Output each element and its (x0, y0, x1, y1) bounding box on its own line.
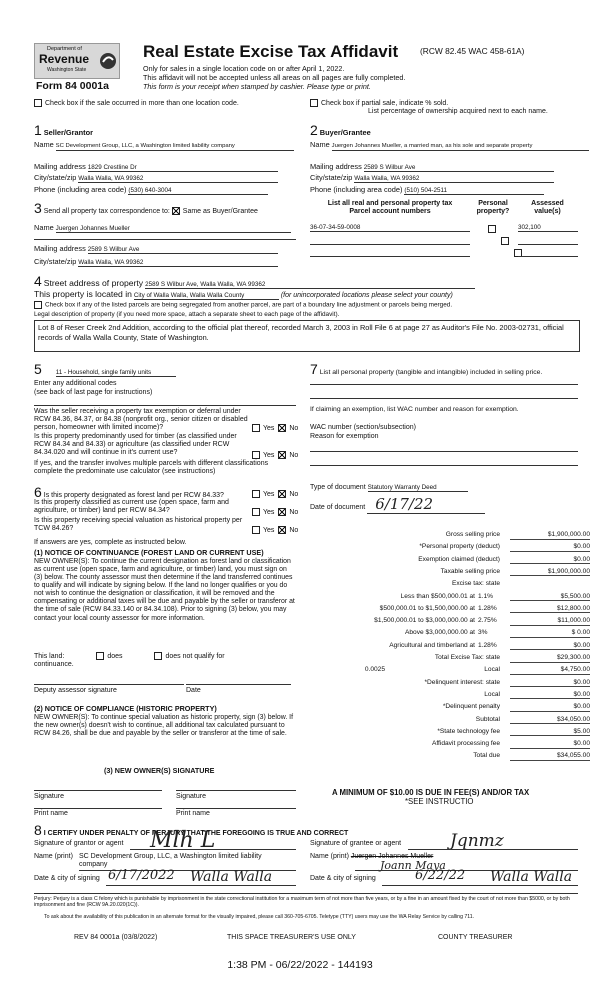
tax-value-personal[interactable]: $0.00 (510, 543, 590, 552)
located-note: (for unincorporated locations please select your county) (280, 292, 453, 299)
parcel-header-2: Parcel account numbers (349, 208, 431, 216)
buyer-phone-field[interactable]: (510) 504-2511 (404, 187, 544, 195)
owner-sig-label-2: Signature (176, 793, 206, 800)
same-as-buyer-text: Same as Buyer/Grantee (182, 208, 258, 215)
exemption-yn (252, 424, 298, 433)
predominate-use-text: If yes, and the transfer involves multiple parcels with different classifications complete the predominate use calculator (see instructions) (34, 460, 269, 476)
grantor-print-row (34, 853, 73, 861)
grantor-date-row (34, 875, 100, 883)
correspondence-row (34, 200, 258, 216)
current-use-yes-checkbox[interactable] (252, 508, 260, 516)
personal-property-checkbox-2[interactable] (501, 237, 509, 245)
located-label: This property is located in (34, 289, 132, 299)
personal-property-line-2 (310, 398, 578, 399)
timber-no-checkbox[interactable] (278, 451, 286, 459)
tax-line-proc (305, 740, 590, 751)
grantee-date-field[interactable]: 6/22/22 (415, 868, 466, 883)
buyer-city-row (310, 174, 554, 183)
corr-blank-line (34, 239, 296, 240)
tax-label-gross: Gross selling price (445, 531, 500, 538)
doc-type-row (310, 484, 468, 492)
tax-label-delinq-local: Local (484, 690, 500, 698)
tax-value-t3[interactable]: $11,000.00 (510, 617, 590, 626)
tax-line-delinq-state (305, 679, 590, 690)
forest-yes-label: Yes (263, 490, 275, 498)
located-select[interactable]: City of Walla Walla, Walla Walla County (134, 292, 279, 300)
corr-name-label: Name (34, 223, 54, 232)
exemption-claim-text: If claiming an exemption, list WAC number and reason for exemption. (310, 406, 519, 413)
deputy-sig-line (34, 684, 184, 685)
grantor-date-label: Date & city of signing (34, 875, 100, 882)
tax-value-tech[interactable]: $5.00 (510, 728, 590, 737)
tax-value-penalty[interactable]: $0.00 (510, 703, 590, 712)
this-land-label: This land: (34, 652, 65, 660)
located-row (34, 290, 453, 300)
tax-rate-t3: 2.75% (478, 617, 497, 625)
tax-label-t1: Less than $500,000.01 at (400, 592, 475, 600)
corr-name-field[interactable]: Juergen Johannes Mueller (56, 225, 291, 233)
seller-mail-label: Mailing address (34, 162, 86, 171)
buyer-mail-field[interactable]: 2589 S Wilbur Ave (364, 164, 554, 172)
historic-yn (252, 526, 298, 535)
tax-label-subtotal: Subtotal (475, 715, 500, 723)
tax-label-total-state: Total Excise Tax: state (434, 654, 500, 661)
street-field[interactable]: 2589 S Wilbur Ave, Walla Walla, WA 99362 (145, 281, 475, 289)
cashier-stamp: 1:38 PM - 06/22/2022 - 144193 (227, 959, 373, 971)
tax-value-gross[interactable]: $1,900,000.00 (510, 531, 590, 540)
partial-sale-text-2: List percentage of ownership acquired next to each name. (368, 108, 548, 115)
seller-city-label: City/state/zip (34, 173, 77, 182)
tax-label-ag: Agricultural and timberland at (389, 641, 475, 649)
forest-no-checkbox[interactable] (278, 490, 286, 498)
multi-location-row (34, 99, 239, 108)
section7-text: List all personal property (tangible and intangible) included in selling price. (319, 369, 543, 376)
tax-value-t2[interactable]: $12,800.00 (510, 605, 590, 614)
reason-line (310, 451, 578, 452)
continuance-label: continuance. (34, 661, 74, 668)
exemption-question: Was the seller receiving a property tax exemption or deferral under RCW 84.36, 84.37, or 84.38 (nonprofit org., senior citizen or disabled person, homeowner with limited income)? (34, 408, 248, 432)
tax-line-taxable (305, 568, 590, 579)
corr-mail-field[interactable]: 2589 S Wilbur Ave (88, 246, 278, 254)
buyer-section (310, 122, 371, 138)
section6-num: 6 (34, 484, 42, 500)
footer-divider (34, 893, 578, 894)
grantee-signature[interactable]: Jqnmz (450, 831, 504, 851)
corr-mail-label: Mailing address (34, 244, 86, 253)
dept-line2: Revenue (39, 52, 90, 66)
perjury-text: Perjury: Perjury is a class C felony which is punishable by imprisonment in the state correctional institution for a maximum term of not more than five years, or by a fine in an amount fixed by the court of not more than $5000, or by both imprisonment and fine (RCW 9A.20.020(1C)). (34, 896, 570, 909)
tax-label-excise-state: Excise tax: state (451, 580, 500, 588)
forest-yes-checkbox[interactable] (252, 490, 260, 498)
parcel-number-field[interactable]: 36-07-34-59-0008 (310, 224, 470, 232)
personal-property-checkbox-1[interactable] (488, 225, 496, 233)
corr-mail-row (34, 245, 278, 254)
tax-value-t4[interactable]: $ 0.00 (510, 629, 590, 638)
historic-no-checkbox[interactable] (278, 526, 286, 534)
use-code-select[interactable]: 11 - Household, single family units (56, 369, 176, 377)
tax-line-t3 (305, 617, 590, 628)
seller-phone-row (34, 186, 268, 195)
tax-line-exemption (305, 556, 590, 567)
timber-yes-checkbox[interactable] (252, 451, 260, 459)
forest-row (34, 484, 224, 500)
seller-mail-field[interactable]: 1829 Crestline Dr (88, 164, 278, 172)
minimum-due-text: A MINIMUM OF $10.00 IS DUE IN FEE(S) AND/OR TAX (332, 788, 530, 797)
correspondence-text: Send all property tax correspondence to: (43, 208, 170, 215)
does-checkbox[interactable] (96, 652, 104, 660)
if-yes-text: If answers are yes, complete as instructed below. (34, 539, 187, 546)
grantee-date-row (310, 875, 376, 883)
new-owner-sig-title: (3) NEW OWNER(S) SIGNATURE (104, 766, 215, 775)
tax-rate-t4: 3% (478, 629, 488, 637)
section5-num: 5 (34, 361, 42, 377)
accessibility-text: To ask about the availability of this publication in an alternate format for the visually impaired, please call 360-705-6705. Teletype (TTY) users may use the WA Relay Service by calling 711. (44, 914, 475, 920)
exemption-yes-checkbox[interactable] (252, 424, 260, 432)
revision-text: REV 84 0001a (03/8/2022) (74, 934, 158, 941)
tax-value-delinq-local[interactable]: $0.00 (510, 691, 590, 700)
tax-label-local: Local (484, 666, 500, 674)
tax-label-exemption: Exemption claimed (deduct) (418, 555, 500, 563)
does-label: does (107, 652, 123, 660)
tax-value-delinq-state[interactable]: $0.00 (510, 679, 590, 688)
revenue-swirl-icon (99, 52, 117, 70)
notice-continuance-body: NEW OWNER(S): To continue the current designation as forest land or classification as current use (open space, farm and agriculture, or timber) land, you must sign on (3) below. The county assessor must then determine if the land transferred continues to qualify and will indicate by signing below. If the land no longer qualifies or you do not wish to continue the designation or classification, it will be removed and the compensating or additional taxes will be due and payable by the seller or transferor at the time of sale (RCW 84.33.140 or 84.34.108). Prior to signing (3) below, you may contact your local county assessor for more information. (34, 558, 295, 622)
street-row (34, 273, 475, 289)
grantor-signature[interactable]: Mlh L (150, 828, 216, 853)
tax-line-total-state (305, 654, 590, 665)
tax-line-delinq-local (305, 691, 590, 702)
wac-number-label: WAC number (section/subsection) (310, 424, 416, 431)
partial-sale-row (310, 99, 448, 108)
tax-value-exemption[interactable]: $0.00 (510, 556, 590, 565)
tax-rate-local: 0.0025 (364, 666, 385, 674)
buyer-name-field[interactable]: Juergen Johannes Mueller, a married man, as his sole and separate property (332, 143, 589, 151)
doc-date-row (310, 496, 485, 514)
dept-line3: Washington State (47, 67, 87, 73)
multi-location-text: Check box if the sale occurred in more than one location code. (45, 99, 239, 107)
header-note-2: This affidavit will not be accepted unless all areas on all pages are fully completed. (143, 73, 406, 82)
assessed-line-3 (518, 256, 578, 257)
treasurer-use-text: THIS SPACE TREASURER'S USE ONLY (227, 934, 356, 941)
grantee-sig-row (310, 840, 401, 848)
parcel-line-3 (310, 256, 470, 257)
legal-description-box[interactable]: Lot 8 of Reser Creek 2nd Addition, according to the official plat thereof, recorded March 3, 2003 in Roll File 6 at page 27 as Auditor's File No. 2003-02731, official records of Walla Walla County, State of Washington. (34, 320, 580, 352)
tax-label-tech: *State technology fee (437, 727, 500, 735)
legal-label: Legal description of property (if you need more space, attach a separate sheet to each page of the affidavit). (34, 311, 340, 318)
current-use-no-label: No (289, 508, 299, 516)
assessed-value-field[interactable]: 302,100 (518, 224, 578, 232)
tax-value-subtotal[interactable]: $34,050.00 (510, 716, 590, 725)
assessed-header-2: value(s) (534, 208, 561, 216)
historic-yes-checkbox[interactable] (252, 526, 260, 534)
current-use-question: Is this property classified as current use (open space, farm and agriculture, or timber) land per RCW 84.34? (34, 499, 229, 515)
see-instructions-text: *SEE INSTRUCTIO (405, 797, 474, 806)
section7-row (310, 361, 542, 377)
personal-header (472, 200, 514, 216)
tax-label-delinq-state: *Delinquent interest: state (424, 678, 500, 686)
exemption-yes-label: Yes (263, 424, 275, 432)
tax-line-penalty (305, 703, 590, 714)
form-title: Real Estate Excise Tax Affidavit (143, 42, 399, 61)
grantee-date-label: Date & city of signing (310, 875, 376, 882)
buyer-mail-row (310, 163, 554, 172)
assessed-header-1: Assessed (531, 200, 564, 207)
doc-date-label: Date of document (310, 504, 366, 511)
buyer-phone-label: Phone (including area code) (310, 185, 403, 194)
notice-compliance-body: NEW OWNER(S): To continue special valuation as historic property, sign (3) below. If the new owner(s) doesn't wish to continue, all additional tax calculated pursuant to RCW 84.26, shall be due and payable by the seller or transferor at the time of sale. (34, 714, 294, 738)
parcel-header (310, 200, 470, 216)
seller-phone-label: Phone (including area code) (34, 185, 127, 194)
historic-no-label: No (289, 526, 299, 534)
section3-num: 3 (34, 200, 42, 216)
owner-print-line-1 (34, 808, 162, 809)
seller-mail-row (34, 163, 278, 172)
dept-line1: Department of (47, 46, 82, 52)
use-code-row (34, 361, 176, 377)
tax-label-total: Total due (473, 752, 500, 760)
additional-codes-label: Enter any additional codes (34, 380, 117, 387)
forest-yn (252, 490, 298, 499)
deputy-date-label: Date (186, 687, 201, 694)
forest-no-label: No (289, 490, 299, 498)
corr-city-field[interactable]: Walla Walla, WA 99362 (78, 259, 278, 267)
section8-num: 8 (34, 822, 42, 838)
corr-city-row (34, 258, 278, 267)
exemption-no-label: No (289, 424, 299, 432)
seller-city-field[interactable]: Walla Walla, WA 99362 (78, 175, 278, 183)
tax-value-total[interactable]: $34,055.00 (510, 752, 590, 761)
reason-exemption-label: Reason for exemption (310, 433, 379, 440)
tax-rate-t2: 1.28% (478, 604, 497, 612)
seller-section (34, 122, 296, 138)
tax-label-t4: Above $3,000,000.00 at (404, 629, 475, 637)
tax-line-personal (305, 543, 590, 554)
current-use-yes-label: Yes (263, 508, 275, 516)
tax-line-gross (305, 531, 590, 542)
timber-yn (252, 451, 298, 460)
does-not-checkbox[interactable] (154, 652, 162, 660)
tax-label-personal: *Personal property (deduct) (419, 543, 500, 551)
section4-num: 4 (34, 273, 42, 289)
current-use-no-checkbox[interactable] (278, 508, 286, 516)
grantor-print-label: Name (print) (34, 853, 73, 860)
deputy-date-line (186, 684, 291, 685)
grantor-print-field[interactable]: SC Development Group, LLC, a Washington limited liability company (79, 853, 262, 869)
grantee-sig-line (408, 849, 578, 850)
grantee-print-label: Name (print) (310, 853, 349, 860)
grantor-date-line (106, 885, 296, 886)
tax-label-proc: Affidavit processing fee (431, 740, 500, 748)
buyer-city-label: City/state/zip (310, 173, 353, 182)
grantor-sig-line (130, 849, 296, 850)
seller-name-row (34, 141, 296, 151)
tax-line-tech (305, 728, 590, 739)
section7-num: 7 (310, 361, 318, 377)
additional-codes-line (34, 405, 296, 406)
doc-date-field[interactable]: 6/17/22 (367, 496, 485, 514)
tax-line-ag (305, 642, 590, 653)
tax-rate-t1: 1.1% (478, 592, 494, 600)
owner-sig-line-2 (176, 790, 296, 791)
owner-sig-line-1 (34, 790, 162, 791)
tax-line-t4 (305, 629, 590, 640)
parcel-header-1: List all real and personal property tax (327, 200, 453, 207)
seller-phone-field[interactable]: (530) 640-3004 (128, 187, 268, 195)
tax-value-proc[interactable]: $0.00 (510, 740, 590, 749)
segregation-row (34, 301, 452, 309)
segregation-text: Check box if any of the listed parcels are being segregated from another parcel, are part of a boundary line adjustment or parcels being merged. (45, 301, 453, 309)
notice-compliance-title: (2) NOTICE OF COMPLIANCE (HISTORIC PROPERTY) (34, 704, 217, 713)
owner-sig-label-1: Signature (34, 793, 64, 800)
corr-city-label: City/state/zip (34, 257, 77, 266)
tax-line-subtotal (305, 716, 590, 727)
assessed-line-2 (518, 244, 578, 245)
seller-city-row (34, 174, 278, 183)
notice-continuance-title: (1) NOTICE OF CONTINUANCE (FOREST LAND OR CURRENT USE) (34, 548, 264, 557)
grantee-print-handwritten[interactable]: Joann Maya (380, 859, 446, 872)
tax-value-ag[interactable]: $0.00 (510, 642, 590, 651)
owner-print-label-1: Print name (34, 810, 68, 817)
partial-sale-text: Check box if partial sale, indicate % sold. (321, 99, 449, 107)
buyer-name-row (310, 141, 589, 151)
personal-header-1: Personal (478, 200, 508, 207)
buyer-city-field[interactable]: Walla Walla, WA 99362 (354, 175, 554, 183)
current-use-yn (252, 508, 298, 517)
grantee-date-line (382, 885, 578, 886)
grantor-sig-row (34, 840, 124, 848)
grantor-city-field[interactable]: Walla Walla (190, 869, 273, 885)
tax-line-t1 (305, 593, 590, 604)
doc-type-field[interactable]: Statutory Warranty Deed (368, 484, 468, 492)
tax-line-t2 (305, 605, 590, 616)
seller-name-label: Name (34, 140, 54, 149)
tax-rate-ag: 1.28% (478, 641, 497, 649)
tax-value-total-state[interactable]: $29,300.00 (510, 654, 590, 663)
tax-label-taxable: Taxable selling price (440, 567, 500, 575)
tax-value-taxable[interactable]: $1,900,000.00 (510, 568, 590, 577)
timber-question: Is this property predominantly used for timber (as classified under RCW 84.34 and 84.33) or agriculture (as classified under RCW 84.34.020 and will continue in it's current use? (34, 433, 237, 457)
seller-heading: Seller/Grantor (43, 128, 94, 137)
tax-label-penalty: *Delinquent penalty (442, 703, 500, 711)
grantor-date-field[interactable]: 6/17/2022 (108, 868, 175, 883)
buyer-name-label: Name (310, 140, 330, 149)
street-label: Street address of property (43, 278, 144, 288)
tax-line-total (305, 752, 590, 763)
tax-label-t2: $500,000.01 to $1,500,000.00 at (379, 604, 475, 612)
tax-value-local[interactable]: $4,750.00 (510, 666, 590, 675)
grantee-city-field[interactable]: Walla Walla (490, 869, 573, 885)
personal-header-2: property? (476, 208, 510, 216)
certify-title: I CERTIFY UNDER PENALTY OF PERJURY THAT THE FOREGOING IS TRUE AND CORRECT (43, 830, 349, 837)
tax-value-t1[interactable]: $5,500.00 (510, 593, 590, 602)
assessed-header (515, 200, 580, 216)
same-as-buyer-checkbox[interactable] (172, 207, 180, 215)
grantee-print-field[interactable]: Juergen Johannes Mueller (350, 853, 434, 860)
historic-question: Is this property receiving special valuation as historical property per TCW 84.26? (34, 517, 243, 533)
header-note-3: This form is your receipt when stamped by cashier. Please type or print. (143, 82, 371, 91)
buyer-mail-label: Mailing address (310, 162, 362, 171)
additional-codes-label-2: (see back of last page for instructions) (34, 389, 153, 396)
seller-num: 1 (34, 122, 42, 138)
buyer-phone-row (310, 186, 544, 195)
deputy-sig-label: Deputy assessor signature (34, 687, 117, 694)
reason-line-2 (310, 465, 578, 466)
tax-line-excise-state (305, 580, 590, 591)
grantee-sig-label: Signature of grantee or agent (310, 840, 402, 847)
doc-type-label: Type of document (310, 484, 366, 491)
this-land-row (34, 652, 225, 661)
tax-line-local (305, 666, 590, 677)
county-treasurer-text: COUNTY TREASURER (438, 934, 513, 941)
timber-no-label: No (289, 451, 299, 459)
buyer-num: 2 (310, 122, 318, 138)
partial-sale-checkbox[interactable] (310, 99, 318, 107)
dor-logo (34, 43, 120, 79)
header-note-1: Only for sales in a single location code on or after April 1, 2022. (143, 64, 345, 73)
owner-print-label-2: Print name (176, 810, 210, 817)
historic-yes-label: Yes (263, 526, 275, 534)
timber-yes-label: Yes (263, 451, 275, 459)
form-number: Form 84 0001a (36, 80, 109, 92)
personal-property-line-1 (310, 384, 578, 385)
seller-name-field[interactable]: SC Development Group, LLC, a Washington limited liability company (56, 143, 294, 151)
segregation-checkbox[interactable] (34, 301, 42, 309)
does-not-label: does not qualify for (165, 652, 225, 660)
multi-location-checkbox[interactable] (34, 99, 42, 107)
buyer-heading: Buyer/Grantee (319, 128, 371, 137)
forest-question: Is this property designated as forest land per RCW 84.33? (43, 492, 224, 499)
grantor-sig-label: Signature of grantor or agent (34, 840, 124, 847)
owner-print-line-2 (176, 808, 296, 809)
exemption-no-checkbox[interactable] (278, 424, 286, 432)
corr-name-row (34, 224, 291, 233)
parcel-line-2 (310, 244, 470, 245)
form-title-ref: (RCW 82.45 WAC 458-61A) (420, 46, 525, 56)
tax-label-t3: $1,500,000.01 to $3,000,000.00 at (374, 617, 475, 625)
